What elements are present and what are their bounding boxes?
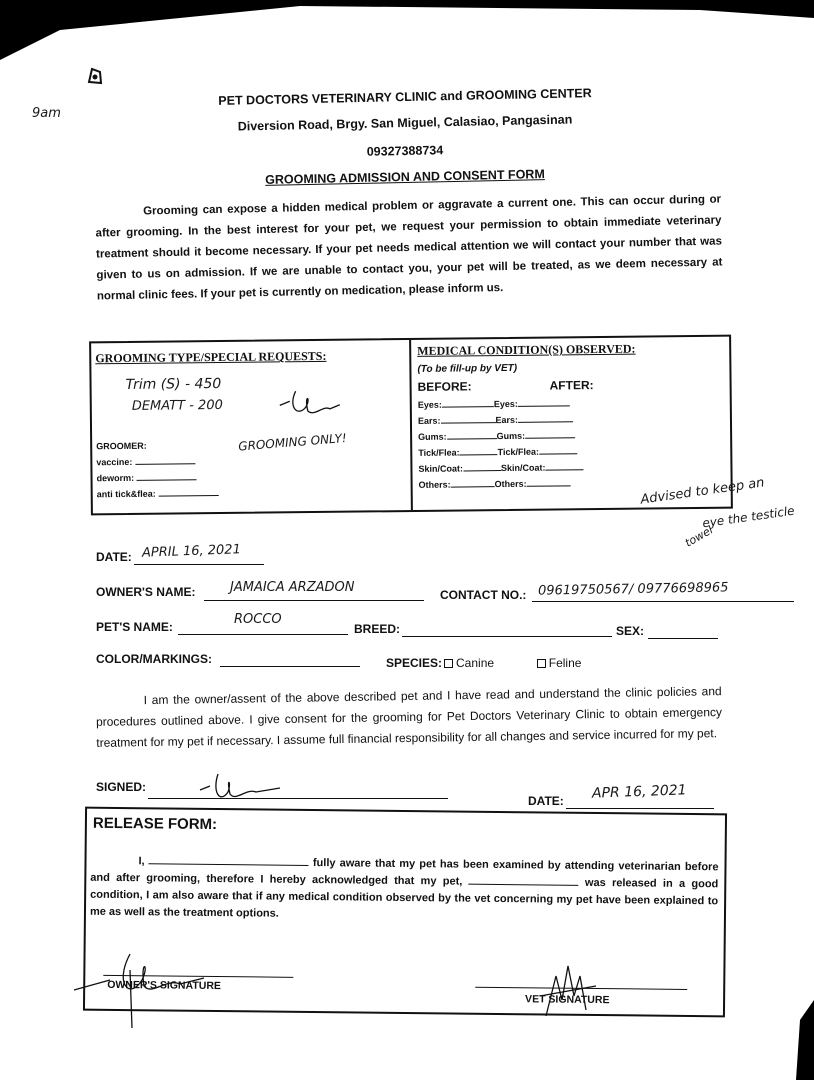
signed-line xyxy=(148,798,448,799)
owner-signature-label: OWNER'S SIGNATURE xyxy=(107,978,222,993)
pet-name-line xyxy=(178,634,348,635)
signed-label: SIGNED: xyxy=(96,780,147,794)
contact-line xyxy=(532,601,794,602)
before-label: BEFORE: xyxy=(417,379,472,394)
release-vet-signature xyxy=(536,956,606,1026)
breed-label: BREED: xyxy=(354,622,401,636)
medical-row-tick: Tick/Flea: Tick/Flea: xyxy=(418,446,577,458)
owner-name-line xyxy=(204,600,424,601)
vet-note-line2: eye the testicle xyxy=(701,503,796,531)
deworm-label: deworm: xyxy=(96,472,196,483)
margin-time-note: 9am xyxy=(32,106,61,121)
medical-row-eyes: Eyes: Eyes: xyxy=(418,398,570,410)
pet-name-label: PET'S NAME: xyxy=(96,620,173,634)
intro-paragraph: Grooming can expose a hidden medical problem or aggravate a current one. This can occur during or after grooming. In the best interest for your pet, we request your permission to obtain immediate veterinary treatment should it become necessary. If your pet needs medical attention we will contact your number that was given to us on admission. If we are unable to contact you, your pet will be treated, as we deem necessary at normal clinic fees. If your pet is currently on medication, please inform us. xyxy=(95,193,723,303)
species-field: SPECIES: Canine Feline xyxy=(386,656,582,670)
grooming-medical-box xyxy=(89,335,733,516)
owner-signature xyxy=(196,768,286,808)
medical-row-others: Others: Others: xyxy=(419,478,571,490)
after-label: AFTER: xyxy=(549,378,594,393)
contact-label: CONTACT NO.: xyxy=(440,588,527,602)
date-value: APRIL 16, 2021 xyxy=(141,542,242,561)
anti-tick-label: anti tick&flea: xyxy=(97,488,219,499)
release-paragraph: I, fully aware that my pet has been examined by attending veterinarian before and after grooming, therefore I hereby acknowledged that my pet, was released in a good condition, I am also aware that if any medical condition observed by the vet concerning my pet have been explained to me as well as the treatment options. xyxy=(89,855,719,920)
owner-name-label: OWNER'S NAME: xyxy=(96,585,196,599)
medical-row-ears: Ears: Ears: xyxy=(418,414,573,426)
medical-row-gums: Gums: Gums: xyxy=(418,430,575,442)
canine-checkbox[interactable] xyxy=(444,659,453,668)
vet-note-line3: towel xyxy=(682,523,716,550)
consent-paragraph: I am the owner/assent of the above described pet and I have read and understand the clinic policies and procedures outlined above. I give consent for the grooming for Pet Doctors Veterinary Clinic to obtain emergency treatment for my pet if necessary. I assume full financial responsibility for all changes and service incurred for my pet. xyxy=(95,684,723,750)
color-markings-line xyxy=(220,666,360,667)
grooming-request-trim: Trim (S) - 450 xyxy=(125,375,222,393)
date2-label: DATE: xyxy=(528,794,564,808)
clinic-address: Diversion Road, Brgy. San Miguel, Calasiao, Pangasinan xyxy=(237,112,573,134)
grooming-request-dematt: DEMATT - 200 xyxy=(131,397,223,414)
breed-line xyxy=(402,636,612,637)
vaccine-label: vaccine: xyxy=(96,456,195,467)
paw-logo-icon xyxy=(86,66,104,86)
date-label: DATE: xyxy=(96,550,132,564)
grooming-only-note: GROOMING ONLY! xyxy=(237,430,348,454)
groomer-label: GROOMER: xyxy=(96,440,147,452)
color-markings-label: COLOR/MARKINGS: xyxy=(96,652,212,666)
sex-line xyxy=(648,638,718,639)
grooming-type-header: GROOMING TYPE/SPECIAL REQUESTS: xyxy=(95,348,327,366)
medical-subheader: (To be fill-up by VET) xyxy=(417,362,518,375)
feline-checkbox[interactable] xyxy=(537,659,546,668)
release-title: RELEASE FORM: xyxy=(92,814,218,834)
release-owner-signature xyxy=(70,940,270,1030)
form-title: GROOMING ADMISSION AND CONSENT FORM xyxy=(265,167,545,187)
sex-label: SEX: xyxy=(616,624,645,638)
pet-name-value: ROCCO xyxy=(234,612,282,627)
box-divider xyxy=(409,340,413,510)
clinic-name: PET DOCTORS VETERINARY CLINIC and GROOMING CENTER xyxy=(218,86,592,108)
date2-line xyxy=(566,808,714,809)
date2-value: APR 16, 2021 xyxy=(591,782,687,802)
medical-header: MEDICAL CONDITION(S) OBSERVED: xyxy=(417,341,636,358)
groomer-signature xyxy=(278,387,348,424)
contact-value: 09619750567/ 09776698965 xyxy=(537,580,729,599)
vet-note-line1: Advised to keep an xyxy=(639,475,766,508)
clinic-phone: 09327388734 xyxy=(366,143,444,159)
medical-row-skin: Skin/Coat: Skin/Coat: xyxy=(418,462,583,474)
vet-signature-label: VET SIGNATURE xyxy=(525,993,610,1007)
owner-name-value: JAMAICA ARZADON xyxy=(230,580,355,595)
date-line xyxy=(134,564,264,565)
